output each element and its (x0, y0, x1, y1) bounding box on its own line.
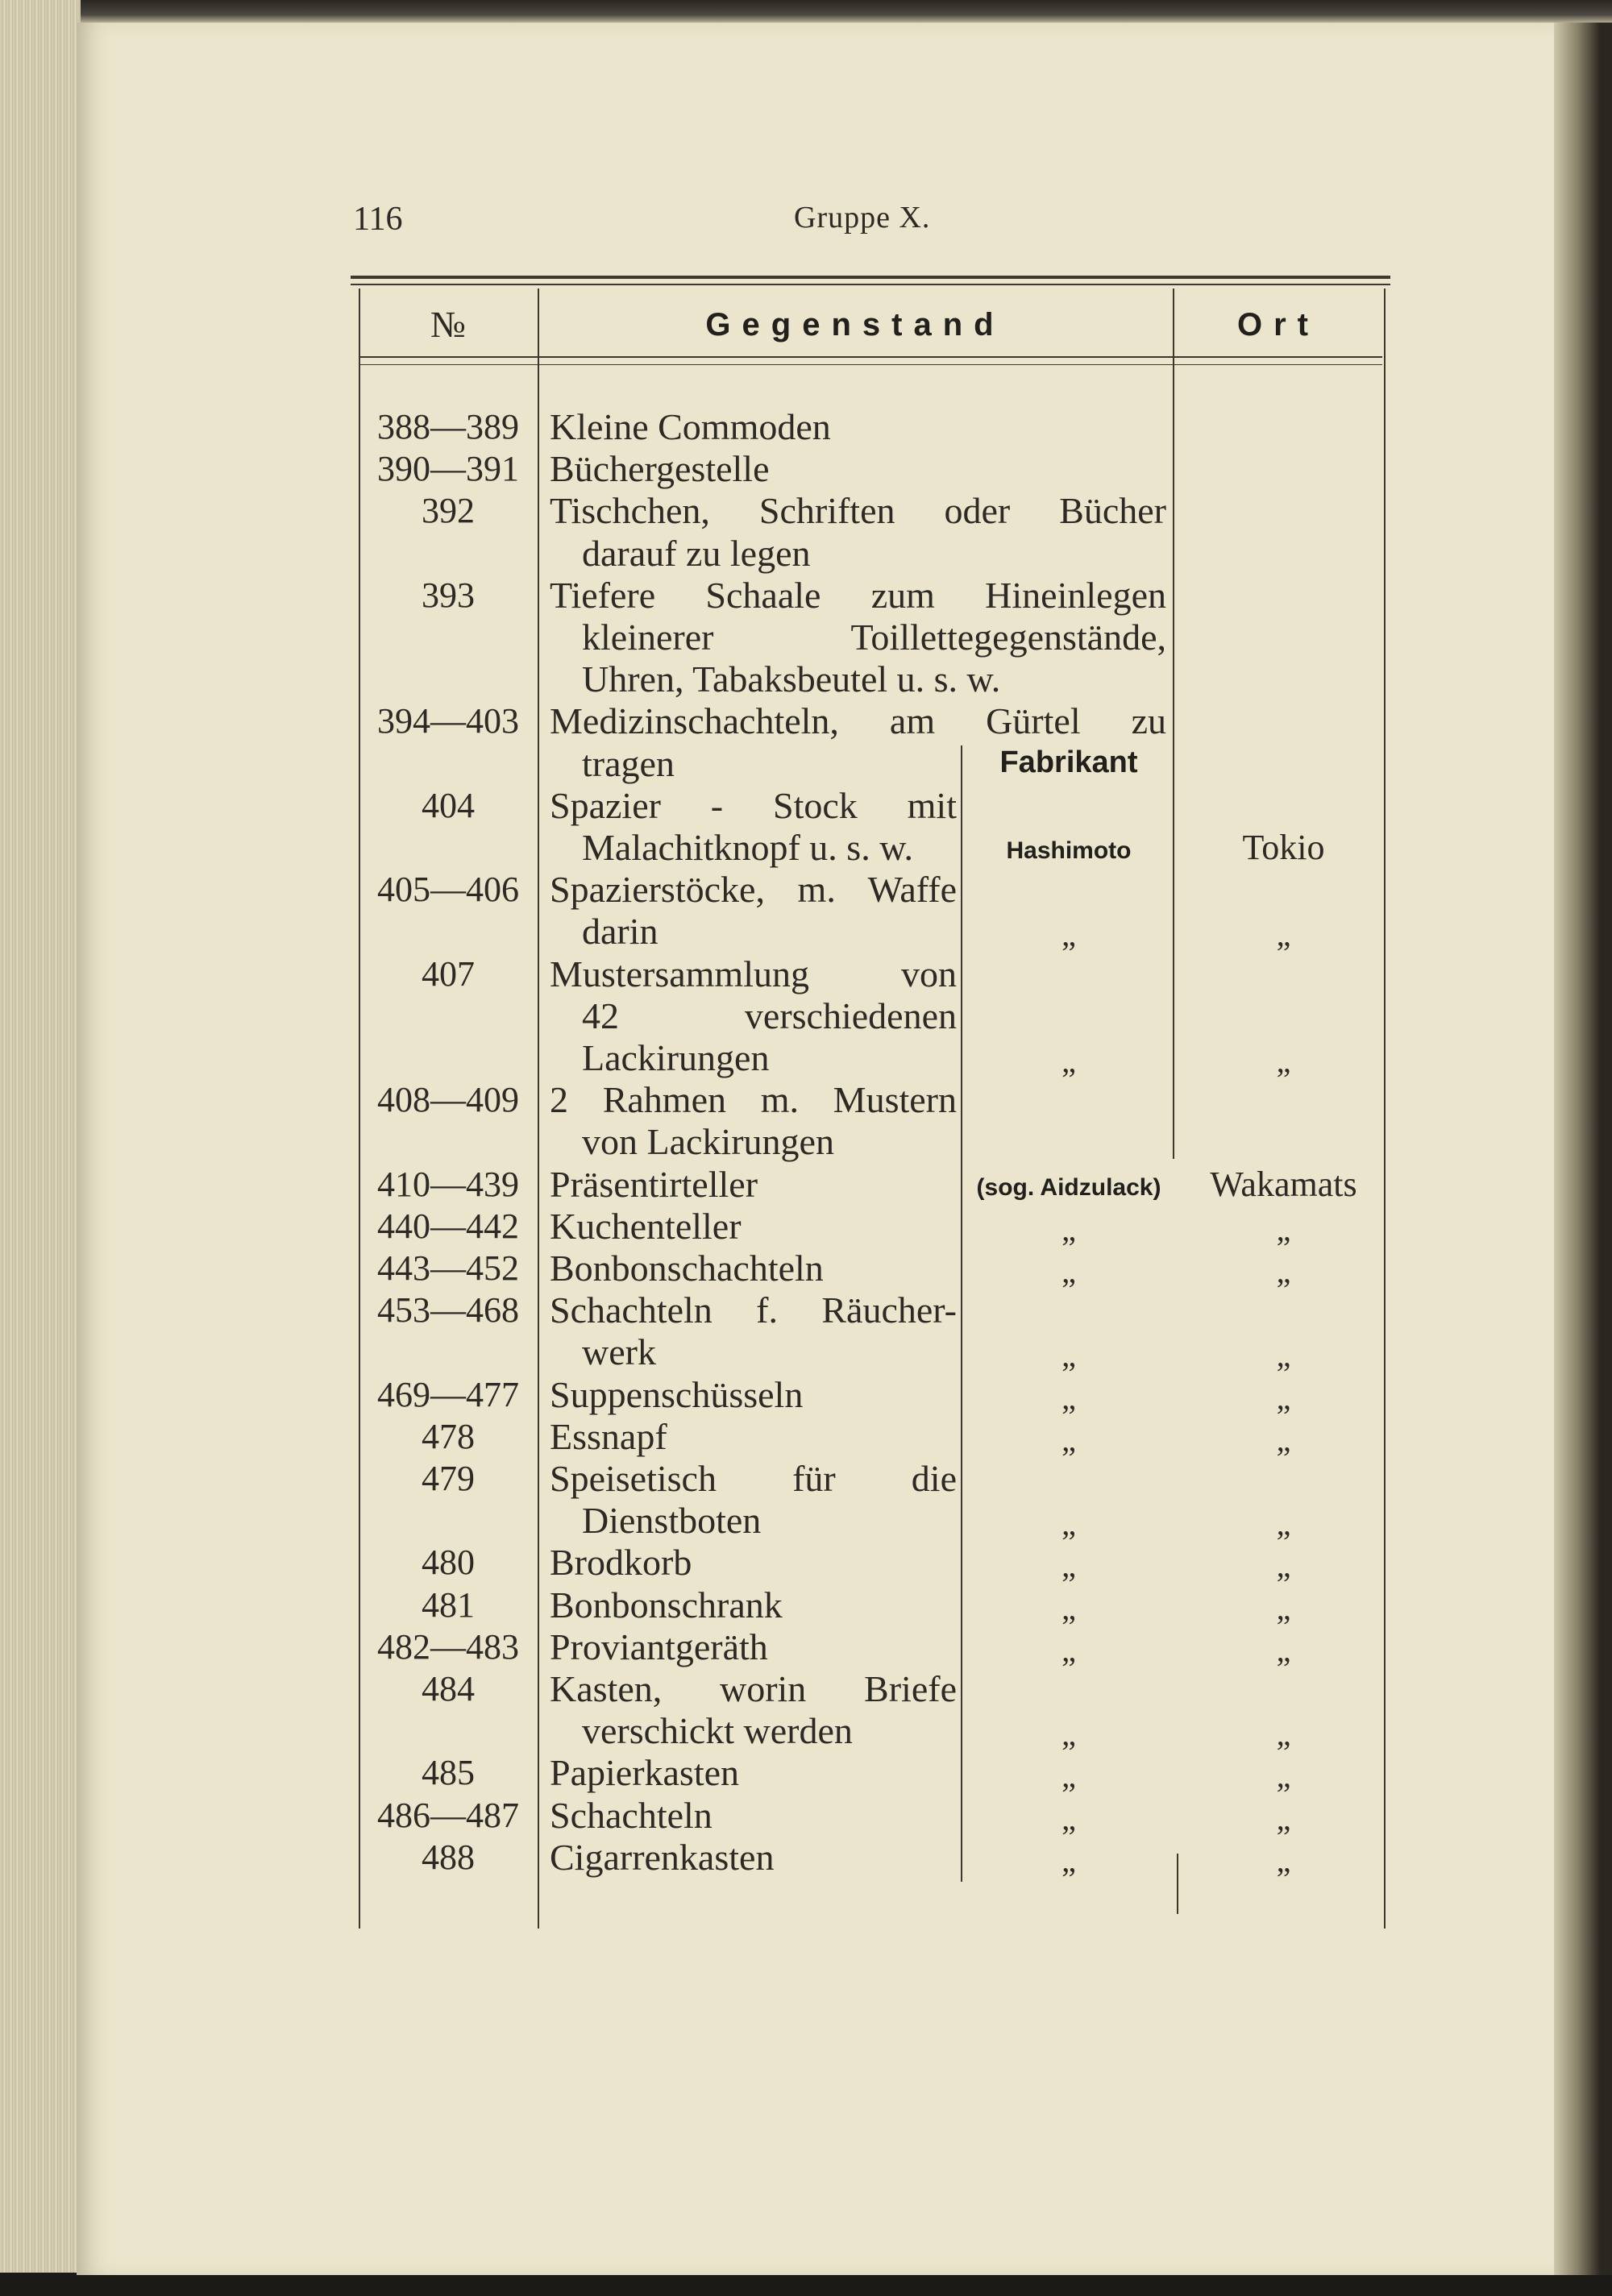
fabrikant-cell: (sog. Aidzulack) (976, 1173, 1161, 1201)
item-description: Cigarrenkasten (550, 1836, 775, 1878)
item-description: Suppenschüsseln (550, 1373, 804, 1415)
page-edges (0, 0, 81, 2273)
ort-cell: „ (1276, 1716, 1291, 1753)
item-description: werk (582, 1331, 656, 1373)
ort-cell: „ (1276, 916, 1291, 953)
row-number: 394—403 (377, 701, 519, 741)
item-description: von Lackirungen (582, 1121, 834, 1163)
row-number: 405—406 (377, 870, 519, 910)
top-edge (0, 0, 1612, 24)
ort-cell: „ (1276, 1589, 1291, 1626)
fabrikant-cell: „ (1062, 1253, 1076, 1289)
row-number: 482—483 (377, 1626, 519, 1667)
book-gutter (1554, 23, 1612, 2275)
ort-cell: „ (1276, 1253, 1291, 1289)
row-number: 407 (422, 953, 475, 994)
ort-cell: „ (1276, 1841, 1291, 1879)
row-number: 480 (422, 1542, 475, 1583)
item-description: Büchergestelle (550, 448, 770, 490)
item-description: darauf zu legen (582, 532, 811, 574)
fabrikant-cell: „ (1062, 1337, 1076, 1374)
top-rule (351, 276, 1390, 279)
fabrikant-cell: „ (1062, 1505, 1076, 1542)
item-description: Medizinschachteln, am Gürtel zu (550, 700, 1166, 742)
fabrikant-cell: „ (1062, 1589, 1076, 1626)
item-description: Mustersammlung von (550, 953, 957, 994)
header-rule (359, 356, 1382, 358)
item-description: Tiefere Schaale zum Hineinlegen (550, 574, 1166, 616)
ort-cell: „ (1276, 1800, 1291, 1837)
fabrikant-cell: „ (1062, 1631, 1076, 1668)
ort-cell: „ (1276, 1210, 1291, 1248)
row-number: 390—391 (377, 449, 519, 489)
table-left-border (359, 289, 360, 1929)
running-title: Gruppe X. (794, 201, 931, 235)
fabrikant-cell: „ (1062, 1758, 1076, 1795)
ort-cell: „ (1276, 1758, 1291, 1795)
fabrikant-cell: „ (1062, 1716, 1076, 1753)
col-header-ort: Ort (1237, 307, 1319, 343)
item-description: kleinerer Toillettegegenstände, (582, 617, 1166, 658)
item-description: Bonbonschrank (550, 1584, 783, 1625)
row-number: 478 (422, 1416, 475, 1456)
item-description: Kleine Commoden (550, 406, 831, 447)
ort-cell: „ (1276, 1379, 1291, 1416)
col-header-fabrikant: Fabrikant (999, 745, 1138, 779)
fabrikant-cell: „ (1062, 1547, 1076, 1584)
row-number: 486—487 (377, 1795, 519, 1835)
item-description: Malachitknopf u. s. w. (582, 827, 913, 868)
row-number: 408—409 (377, 1080, 519, 1120)
col-header-gegenstand: Gegenstand (705, 307, 1005, 343)
ort-cell: „ (1276, 1547, 1291, 1584)
ort-cell: „ (1276, 1631, 1291, 1668)
item-description: Kuchenteller (550, 1205, 742, 1247)
item-description: Papierkasten (550, 1752, 740, 1794)
item-description: Lackirungen (582, 1037, 770, 1078)
item-description: verschickt werden (582, 1710, 853, 1752)
item-description: Proviantgeräth (550, 1625, 768, 1667)
item-description: Speisetisch für die (550, 1458, 957, 1499)
row-number: 404 (422, 785, 475, 825)
item-description: Brodkorb (550, 1542, 692, 1584)
item-description: Essnapf (550, 1415, 667, 1457)
fabrikant-cell: „ (1062, 1210, 1076, 1248)
col-divider-3 (1177, 1854, 1178, 1914)
row-number: 484 (422, 1669, 475, 1709)
col-divider-fabrikant (961, 745, 962, 1882)
item-description: Schachteln (550, 1794, 713, 1836)
item-description: Kasten, worin Briefe (550, 1668, 957, 1709)
fabrikant-cell: „ (1062, 1421, 1076, 1458)
row-number: 443—452 (377, 1248, 519, 1288)
item-description: Präsentirteller (550, 1163, 758, 1205)
col-divider-2 (1173, 289, 1174, 1159)
fabrikant-cell: Hashimoto (1006, 837, 1132, 864)
item-description: Spazier - Stock mit (550, 784, 957, 826)
top-rule-thin (351, 284, 1390, 285)
header-rule-thin (359, 364, 1382, 365)
col-divider-1 (538, 289, 539, 1929)
item-description: Uhren, Tabaksbeutel u. s. w. (582, 658, 1001, 700)
item-description: Schachteln f. Räucher- (550, 1289, 957, 1331)
ort-cell: Tokio (1242, 828, 1325, 867)
ort-cell: „ (1276, 1337, 1291, 1374)
row-number: 410—439 (377, 1164, 519, 1204)
item-description: 42 verschiedenen (582, 994, 957, 1036)
item-description: 2 Rahmen m. Mustern (550, 1079, 957, 1121)
item-description: Tischchen, Schriften oder Bücher (550, 490, 1166, 532)
fabrikant-cell: „ (1062, 1379, 1076, 1416)
row-number: 392 (422, 491, 475, 531)
ort-cell: Wakamats (1210, 1164, 1357, 1204)
col-header-no: № (430, 304, 466, 345)
row-number: 485 (422, 1753, 475, 1793)
row-number: 488 (422, 1837, 475, 1877)
table-right-border (1384, 289, 1386, 1929)
fabrikant-cell: „ (1062, 916, 1076, 953)
row-number: 393 (422, 575, 475, 615)
row-number: 479 (422, 1459, 475, 1498)
item-description: Dienstboten (582, 1500, 762, 1542)
fabrikant-cell: „ (1062, 1043, 1076, 1079)
item-description: Bonbonschachteln (550, 1248, 824, 1289)
row-number: 453—468 (377, 1290, 519, 1331)
page-number: 116 (353, 201, 403, 238)
item-description: tragen (582, 742, 675, 784)
row-number: 481 (422, 1584, 475, 1625)
row-number: 440—442 (377, 1206, 519, 1246)
row-number: 469—477 (377, 1374, 519, 1414)
row-number: 388—389 (377, 407, 519, 446)
ort-cell: „ (1276, 1505, 1291, 1542)
fabrikant-cell: „ (1062, 1841, 1076, 1879)
item-description: Spazierstöcke, m. Waffe (550, 869, 957, 911)
ort-cell: „ (1276, 1043, 1291, 1079)
ort-cell: „ (1276, 1421, 1291, 1458)
item-description: darin (582, 911, 659, 953)
fabrikant-cell: „ (1062, 1800, 1076, 1837)
